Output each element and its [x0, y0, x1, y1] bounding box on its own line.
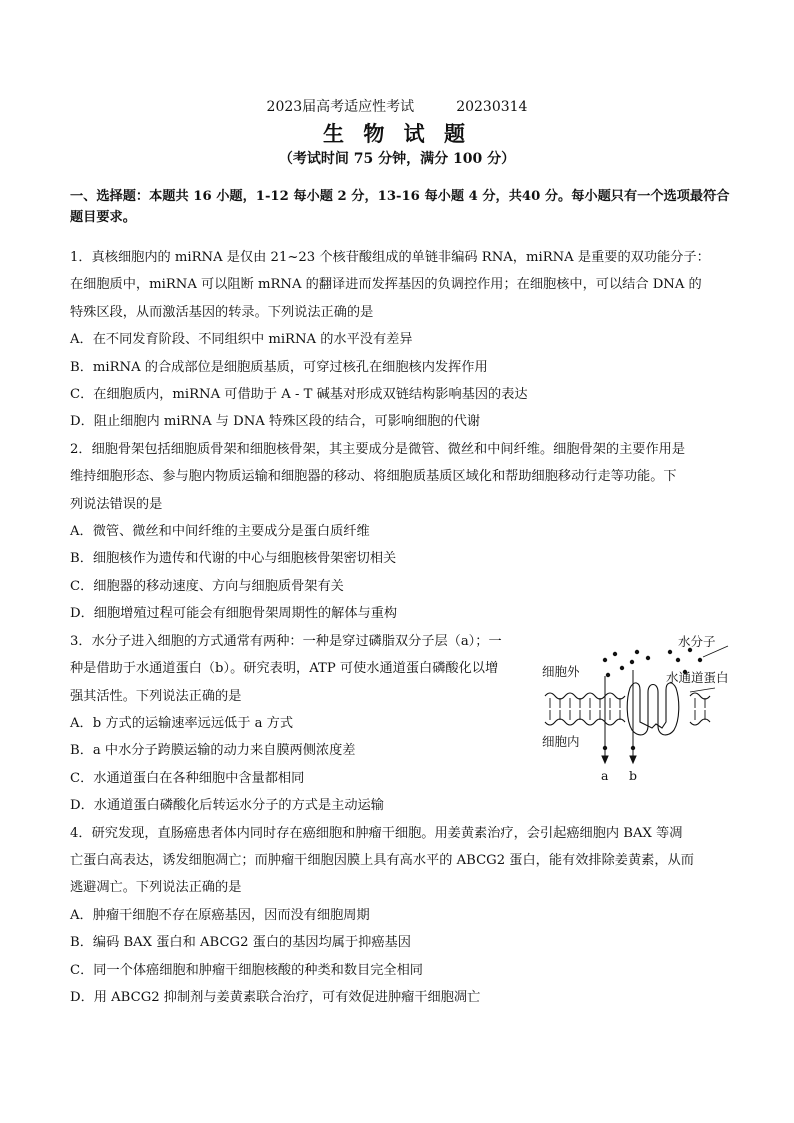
label-path-a: a	[601, 768, 609, 783]
exam-header	[0, 96, 794, 116]
option-b: B．编码 BAX 蛋白和 ABCG2 蛋白的基因均属于抑癌基因	[70, 935, 411, 951]
option-d: D．用 ABCG2 抑制剂与姜黄素联合治疗，可有效促进肿瘤干细胞凋亡	[70, 989, 481, 1005]
label-inside-cell: 细胞内	[542, 734, 580, 749]
question-stem-line: 2．细胞骨架包括细胞质骨架和细胞核骨架，其主要成分是微管、微丝和中间纤维。细胞骨架的主要作用是	[70, 441, 686, 457]
membrane-diagram	[540, 630, 770, 790]
option-c: C．细胞器的移动速度、方向与细胞质骨架有关	[70, 578, 344, 594]
option-b: B．a 中水分子跨膜运输的动力来自膜两侧浓度差	[70, 743, 356, 759]
question-stem-line: 列说法错误的是	[70, 496, 163, 512]
question-2	[70, 436, 730, 628]
question-stem-line: 在细胞质中，miRNA 可以阻断 mRNA 的翻译进而发挥基因的负调控作用；在细胞核中，可以结合 DNA 的	[70, 277, 702, 293]
question-4	[70, 820, 730, 1012]
label-water-channel: 水通道蛋白	[666, 670, 729, 685]
water-channel-protein	[627, 683, 679, 735]
inside-molecules	[603, 746, 635, 750]
option-b: B．miRNA 的合成部位是细胞质基质，可穿过核孔在细胞核内发挥作用	[70, 359, 488, 375]
question-stem-line: 逃避凋亡。下列说法正确的是	[70, 880, 242, 896]
question-stem-line: 亡蛋白高表达，诱发细胞凋亡；而肿瘤干细胞因膜上具有高水平的 ABCG2 蛋白，能有效排除姜黄素，从而	[70, 852, 694, 868]
option-c: C．水通道蛋白在各种细胞中含量都相同	[70, 770, 305, 786]
exam-name: 2023届高考适应性考试	[266, 99, 415, 115]
question-stem-line: 1．真核细胞内的 miRNA 是仅由 21~23 个核苷酸组成的单链非编码 RNA，miRNA 是重要的双功能分子：	[70, 250, 710, 265]
channel-leader-line	[690, 688, 715, 692]
question-stem-line: 4．研究发现，直肠癌患者体内同时存在癌细胞和肿瘤干细胞。用姜黄素治疗，会引起癌细胞内 BAX 等凋	[70, 825, 683, 841]
option-b: B．细胞核作为遗传和代谢的中心与细胞核骨架密切相关	[70, 551, 397, 567]
question-stem-line: 种是借助于水通道蛋白（b）。研究表明，ATP 可使水通道蛋白磷酸化以增	[70, 661, 499, 677]
option-a: A．微管、微丝和中间纤维的主要成分是蛋白质纤维	[70, 524, 370, 540]
option-c: C．在细胞质内，miRNA 可借助于 A - T 碱基对形成双链结构影响基因的表达	[70, 387, 528, 403]
page-title: 生 物 试 题	[323, 121, 471, 146]
label-water-molecule: 水分子	[678, 634, 716, 649]
section-heading: 一、选择题：本题共 16 小题，1-12 每小题 2 分，13-16 每小题 4 分，共40 分。每小题只有一个选项最符合题目要求。	[70, 189, 730, 225]
question-1	[70, 244, 730, 436]
option-d: D．细胞增殖过程可能会有细胞骨架周期性的解体与重构	[70, 606, 398, 622]
option-c: C．同一个体癌细胞和肿瘤干细胞核酸的种类和数目完全相同	[70, 962, 423, 978]
question-stem-line: 强其活性。下列说法正确的是	[70, 688, 242, 704]
option-a: A．在不同发育阶段、不同组织中 miRNA 的水平没有差异	[70, 332, 413, 348]
label-path-b: b	[629, 768, 638, 783]
question-stem-line: 维持细胞形态、参与胞内物质运输和细胞器的移动、将细胞质基质区域化和帮助细胞移动行走等功能。下	[70, 469, 677, 485]
option-a: A．b 方式的运输速率远远低于 a 方式	[70, 715, 294, 731]
question-list	[70, 244, 730, 1011]
option-d: D．阻止细胞内 miRNA 与 DNA 特殊区段的结合，可影响细胞的代谢	[70, 414, 481, 430]
question-stem-line: 3．水分子进入细胞的方式通常有两种：一种是穿过磷脂双分子层（a）；一	[70, 633, 502, 649]
label-outside-cell: 细胞外	[542, 664, 580, 679]
question-stem-line: 特殊区段，从而激活基因的转录。下列说法正确的是	[70, 304, 374, 320]
membrane-water-figure	[540, 630, 770, 790]
option-a: A．肿瘤干细胞不存在原癌基因，因而没有细胞周期	[70, 907, 370, 923]
option-d: D．水通道蛋白磷酸化后转运水分子的方式是主动运输	[70, 798, 384, 814]
exam-duration: （考试时间 75 分钟，满分 100 分）	[278, 151, 516, 167]
exam-code: 20230314	[456, 99, 528, 115]
